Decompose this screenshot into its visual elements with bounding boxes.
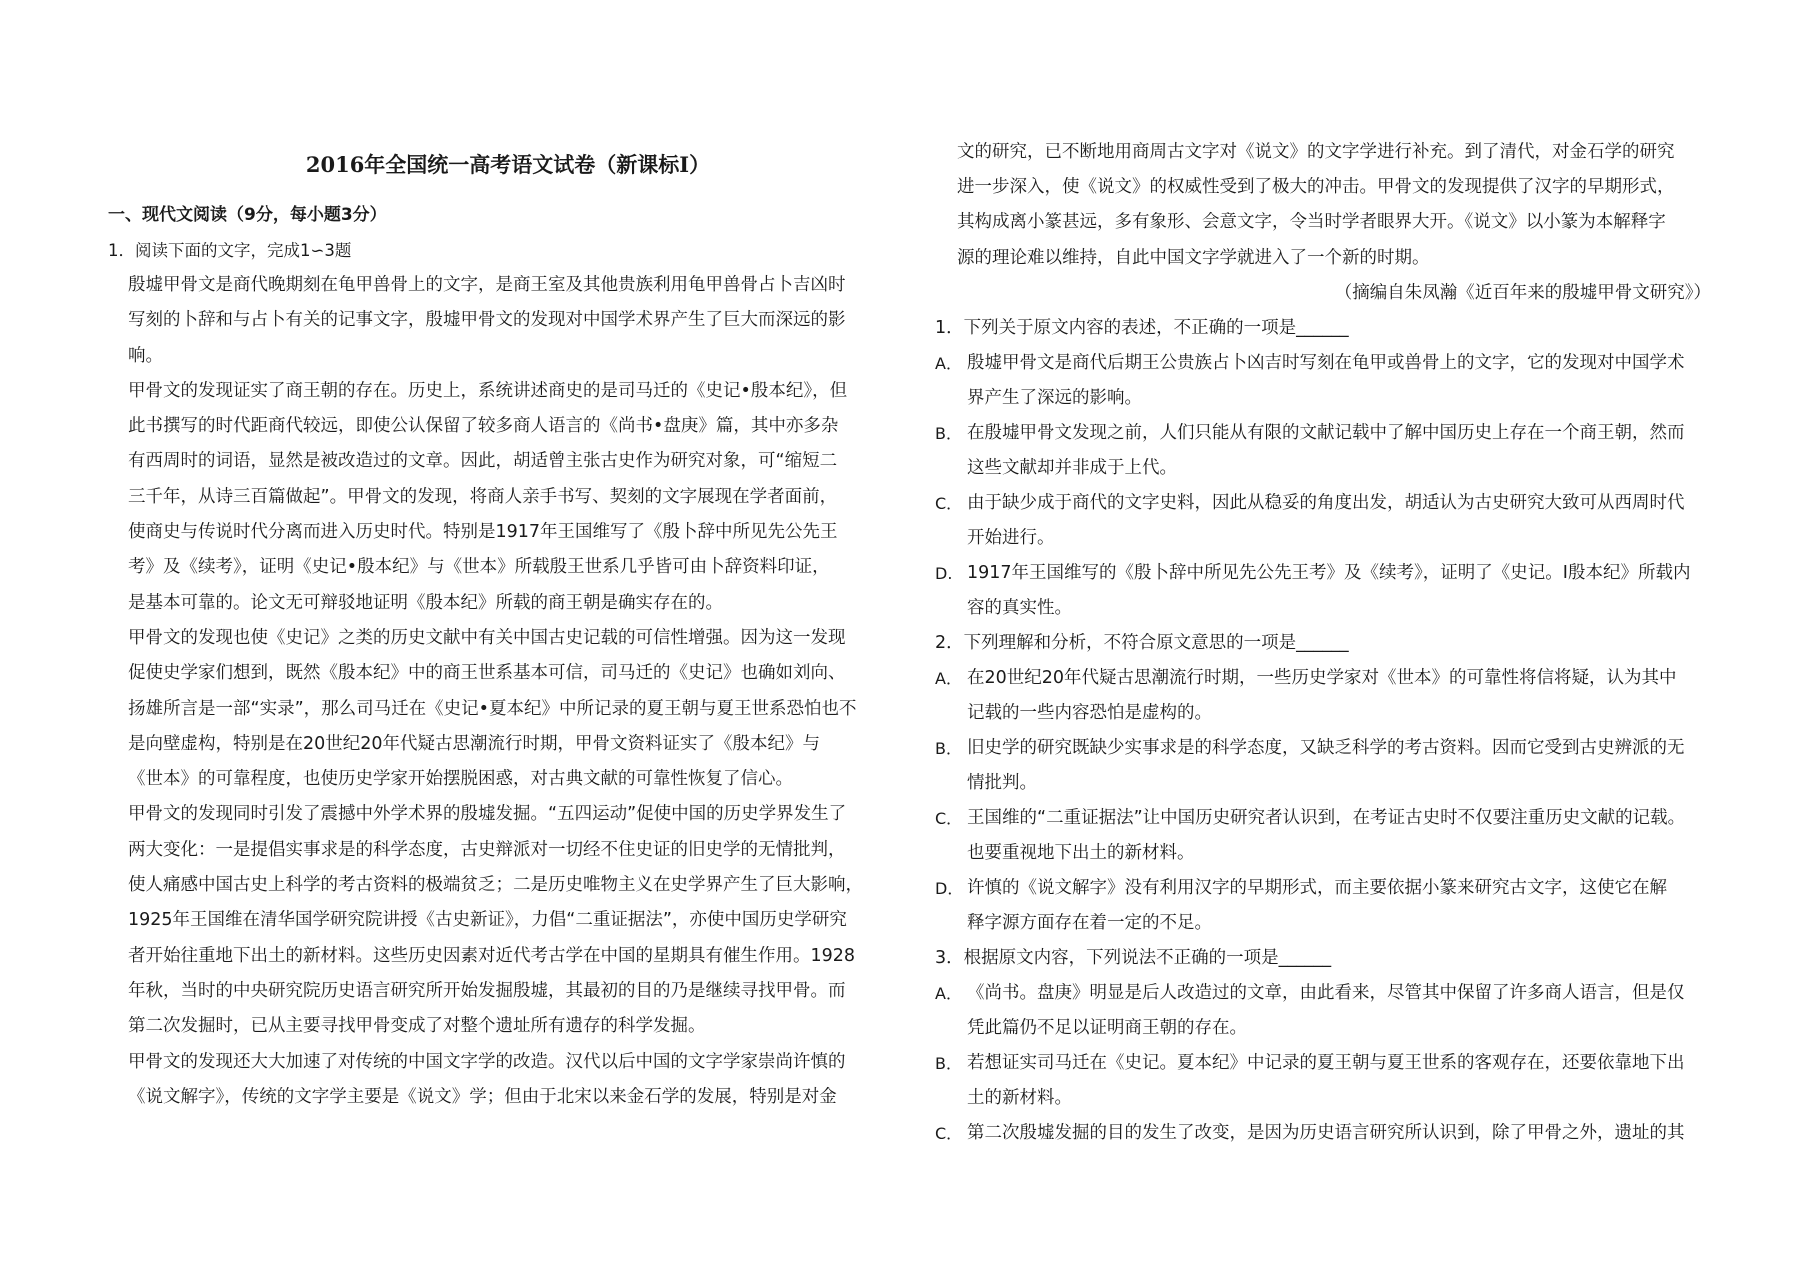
question-2-option-b [935,731,1717,801]
passage-line: 是向壁虚构，特别是在20世纪20年代疑古思潮流行时期，甲骨文资料证实了《殷本纪》与 [128,733,821,754]
option-line: 王国维的“二重证据法”让中国历史研究者认识到，在考证古史时不仅要注重历史文献的记载。 [967,807,1686,828]
option-line: 1917年王国维写的《殷卜辞中所见先公先王考》及《续考》，证明了《史记。I殷本纪》所载内 [967,562,1691,583]
passage-line: 甲骨文的发现也使《史记》之类的历史文献中有关中国古史记载的可信性增强。因为这一发现 [128,627,846,648]
passage-line: 响。 [128,345,163,366]
question-3-option-b [935,1046,1717,1116]
passage-paragraph-2 [108,374,908,621]
passage-line: 文的研究，已不断地用商周古文字对《说文》的文字学进行补充。到了清代，对金石学的研究 [957,142,1675,162]
option-label: A． [935,668,962,688]
question-2-option-a [935,661,1717,731]
left-body [108,233,908,1115]
passage-line: 1925年王国维在清华国学研究院讲授《古史新证》，力倡“二重证据法”，亦使中国历史学研究 [128,910,847,931]
passage-line: 年秋，当时的中央研究院历史语言研究所开始发掘殷墟，其最初的目的乃是继续寻找甲骨。而 [128,980,846,1001]
question-1-stem: 1．下列关于原文内容的表述，不正确的一项是______ [935,317,1349,338]
option-line: 若想证实司马迁在《史记。夏本纪》中记录的夏王朝与夏王世系的客观存在，还要依靠地下出 [967,1052,1685,1073]
passage-line: 是基本可靠的。论文无可辩驳地证明《殷本纪》所载的商王朝是确实存在的。 [128,592,723,613]
passage-line: 甲骨文的发现证实了商王朝的存在。历史上，系统讲述商史的是司马迁的《史记•殷本纪》，但 [128,380,848,401]
passage-line: 《世本》的可靠程度，也使历史学家开始摆脱困惑，对古典文献的可靠性恢复了信心。 [128,769,793,790]
option-line: 凭此篇仍不足以证明商王朝的存在。 [967,1017,1247,1038]
option-line: 记载的一些内容恐怕是虚构的。 [967,702,1212,723]
passage-line: 甲骨文的发现还大大加速了对传统的中国文字学的改造。汉代以后中国的文字学家崇尚许慎的 [128,1051,846,1072]
option-line: 释字源方面存在着一定的不足。 [967,912,1212,933]
passage-paragraph-1 [108,268,908,374]
option-line: 由于缺少成于商代的文字史料，因此从稳妥的角度出发，胡适认为古史研究大致可从西周时代 [967,492,1685,513]
question-3-option-c [935,1116,1717,1151]
option-label: A． [935,353,962,373]
question-1-option-a [935,346,1717,416]
option-line: 土的新材料。 [967,1087,1072,1108]
passage-line: 者开始往重地下出土的新材料。这些历史因素对近代考古学在中国的星期具有催生作用。1928 [128,945,856,966]
question-1-option-c [935,486,1717,556]
passage-line: 此书撰写的时代距商代较远，即使公认保留了较多商人语言的《尚书•盘庚》篇，其中亦多杂 [128,416,839,437]
passage-paragraph-5 [108,1045,908,1116]
passage-paragraph-4 [108,797,908,1044]
passage-line: 扬雄所言是一部“实录”，那么司马迁在《史记•夏本纪》中所记录的夏王朝与夏王世系恐怕也不 [128,698,857,719]
option-line: 容的真实性。 [967,597,1072,618]
option-label: B． [935,423,962,443]
passage-line: 其构成离小篆甚远，多有象形、会意文字，令当时学者眼界大开。《说文》以小篆为本解释字 [957,212,1666,233]
option-label: B． [935,738,962,758]
question-2-stem: 2．下列理解和分析，不符合原文意思的一项是______ [935,632,1349,653]
option-line: 在殷墟甲骨文发现之前，人们只能从有限的文献记载中了解中国历史上存在一个商王朝，然而 [967,422,1685,443]
passage-line: 促使史学家们想到，既然《殷本纪》中的商王世系基本可信，司马迁的《史记》也确如刘向、 [128,663,846,684]
option-line: 殷墟甲骨文是商代后期王公贵族占卜凶吉时写刻在龟甲或兽骨上的文字，它的发现对中国学术 [967,352,1685,373]
passage-line: 两大变化：一是提倡实事求是的科学态度，古史辩派对一切经不住史证的旧史学的无情批判， [128,839,846,860]
right-body [935,135,1717,1151]
passage-line: 第二次发掘时，已从主要寻找甲骨变成了对整个遗址所有遗存的科学发掘。 [128,1016,706,1037]
passage-line: 写刻的卜辞和与占卜有关的记事文字，殷墟甲骨文的发现对中国学术界产生了巨大而深远的影 [128,310,846,331]
option-line: 许慎的《说文解字》没有利用汉字的早期形式，而主要依据小篆来研究古文字，这使它在解 [967,877,1667,898]
passage-line: 进一步深入，使《说文》的权威性受到了极大的冲击。甲骨文的发现提供了汉字的早期形式， [957,177,1675,198]
passage-line: 有西周时的词语，显然是被改造过的文章。因此，胡适曾主张古史作为研究对象，可“缩短二 [128,451,838,472]
question-1-option-d [935,556,1717,626]
option-line: 在20世纪20年代疑古思潮流行时期，一些历史学家对《世本》的可靠性将信将疑，认为其中 [967,667,1677,688]
option-label: B． [935,1053,962,1073]
question-3-stem: 3．根据原文内容，下列说法不正确的一项是______ [935,947,1332,968]
passage-source: （摘编自朱凤瀚《近百年来的殷墟甲骨文研究》） [1334,282,1711,303]
option-label: D． [935,878,964,898]
passage-line: 三千年，从诗三百篇做起”。甲骨文的发现，将商人亲手书写、契刻的文字展现在学者面前， [128,486,838,507]
option-line: 这些文献却并非成于上代。 [967,457,1177,478]
passage-line: 使商史与传说时代分离而进入历史时代。特别是1917年王国维写了《殷卜辞中所见先公先王 [128,522,838,543]
question-3-option-a [935,976,1717,1046]
passage-line: 源的理论难以维持，自此中国文字学就进入了一个新的时期。 [957,247,1430,268]
option-line: 开始进行。 [967,527,1055,548]
option-line: 旧史学的研究既缺少实事求是的科学态度，又缺乏科学的考古资料。因而它受到古史辨派的无 [967,737,1685,758]
question-2-option-d [935,871,1717,941]
option-label: C． [935,808,963,828]
option-line: 也要重视地下出土的新材料。 [967,842,1195,863]
passage-paragraph-3 [108,621,908,797]
passage-line: 考》及《续考》，证明《史记•殷本纪》与《世本》所载殷王世系几乎皆可由卜辞资料印证， [128,557,830,578]
option-label: C． [935,493,963,513]
question-intro: 1．阅读下面的文字，完成1∽3题 [108,241,352,260]
option-line: 情批判。 [967,772,1037,793]
option-label: A． [935,983,962,1003]
option-label: C． [935,1123,963,1143]
question-1-option-b [935,416,1717,486]
passage-paragraph-5-continued [935,135,1717,276]
option-line: 界产生了深远的影响。 [967,387,1142,408]
question-2-option-c [935,801,1717,871]
page-title: 2016年全国统一高考语文试卷（新课标I） [305,152,711,177]
passage-line: 使人痛感中国古史上科学的考古资料的极端贫乏；二是历史唯物主义在史学界产生了巨大影响， [128,875,863,896]
option-line: 《尚书。盘庚》明显是后人改造过的文章，由此看来，尽管其中保留了许多商人语言，但是仅 [967,982,1685,1003]
passage-line: 《说文解字》，传统的文字学主要是《说文》学；但由于北宋以来金石学的发展，特别是对金 [128,1086,837,1107]
passage-line: 殷墟甲骨文是商代晚期刻在龟甲兽骨上的文字，是商王室及其他贵族利用龟甲兽骨占卜吉凶时 [128,275,846,295]
passage-line: 甲骨文的发现同时引发了震撼中外学术界的殷墟发掘。“五四运动”促使中国的历史学界发生了 [128,804,847,825]
option-line: 第二次殷墟发掘的目的发生了改变，是因为历史语言研究所认识到，除了甲骨之外，遗址的其 [967,1122,1685,1143]
option-label: D. [935,563,953,583]
section-heading: 一、现代文阅读（9分，每小题3分） [108,205,387,225]
